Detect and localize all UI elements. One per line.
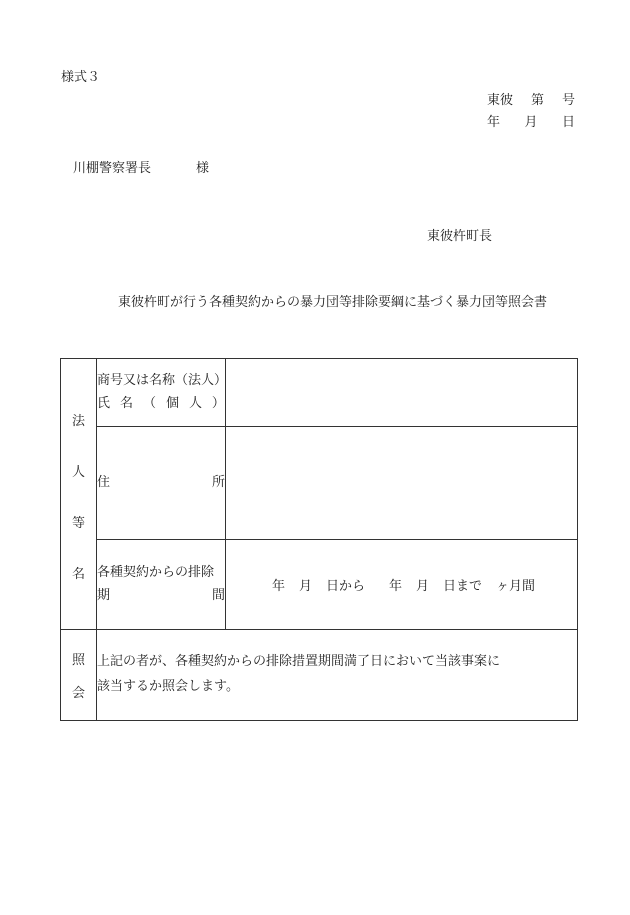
document-date (487, 116, 575, 129)
period-start-day: 日から (325, 579, 365, 594)
form-id: 様式３ (61, 70, 101, 85)
group-label-char: 名 (71, 567, 85, 582)
inquiry-label-char: 会 (71, 686, 85, 701)
inquiry-label-char: 照 (71, 653, 85, 668)
document-number (487, 94, 575, 107)
group-label-char: 等 (71, 516, 85, 531)
inquiry-text-cell (97, 630, 578, 721)
address-label-char: 住 (97, 474, 111, 490)
name-label-char: 名 (119, 395, 133, 411)
period-start-year: 年 (271, 579, 285, 594)
table-row-address (61, 427, 578, 540)
period-months: ヶ月間 (496, 579, 536, 594)
document-title: 東彼杵町が行う各種契約からの暴力団等排除要綱に基づく暴力団等照会書 (118, 295, 548, 310)
inquiry-table (60, 358, 578, 721)
period-end-month: 月 (416, 579, 430, 594)
name-label-char: 個 (165, 395, 179, 411)
name-label-line2 (97, 393, 225, 415)
table-row-name (61, 359, 578, 427)
period-end-day: 日まで (443, 579, 483, 594)
addressee: 川棚警察署長 (73, 161, 152, 176)
table-row-inquiry (61, 630, 578, 721)
table-row-period (61, 540, 578, 630)
period-value-cell[interactable] (226, 540, 578, 630)
inquiry-label-cell (61, 630, 97, 721)
honorific: 様 (196, 161, 210, 176)
name-label-line1: 商号又は名称（法人） (97, 373, 228, 389)
date-year: 年 (487, 115, 501, 130)
name-label-cell (97, 359, 226, 427)
document-number-dai: 第 (530, 93, 544, 108)
period-start-month: 月 (298, 579, 312, 594)
period-end-year: 年 (388, 579, 402, 594)
period-label-char: 期 (97, 587, 111, 603)
group-label-char: 人 (71, 465, 85, 480)
inquiry-text-line2: 該当するか照会します。 (97, 679, 239, 694)
period-label-char: 間 (211, 587, 225, 603)
name-label-char: ） (211, 395, 225, 411)
period-label-line2 (97, 585, 225, 607)
date-month: 月 (524, 115, 538, 130)
group-label-cell (61, 359, 97, 630)
sender: 東彼杵町長 (427, 229, 493, 244)
name-label-char: 氏 (97, 395, 111, 411)
period-label-line1: 各種契約からの排除 (97, 565, 215, 581)
name-value-cell[interactable] (226, 359, 578, 427)
group-label-char: 法 (71, 414, 85, 429)
name-label-char: 人 (188, 395, 202, 411)
document-number-prefix: 東彼 (487, 93, 514, 108)
inquiry-text-line1: 上記の者が、各種契約からの排除措置期間満了日において当該事案に (97, 654, 501, 670)
name-label-char: （ (142, 395, 156, 411)
address-label-cell (97, 427, 226, 540)
document-number-go: 号 (561, 93, 575, 108)
address-label-char: 所 (211, 474, 225, 490)
period-label-cell (97, 540, 226, 630)
address-value-cell[interactable] (226, 427, 578, 540)
date-day: 日 (561, 115, 575, 130)
